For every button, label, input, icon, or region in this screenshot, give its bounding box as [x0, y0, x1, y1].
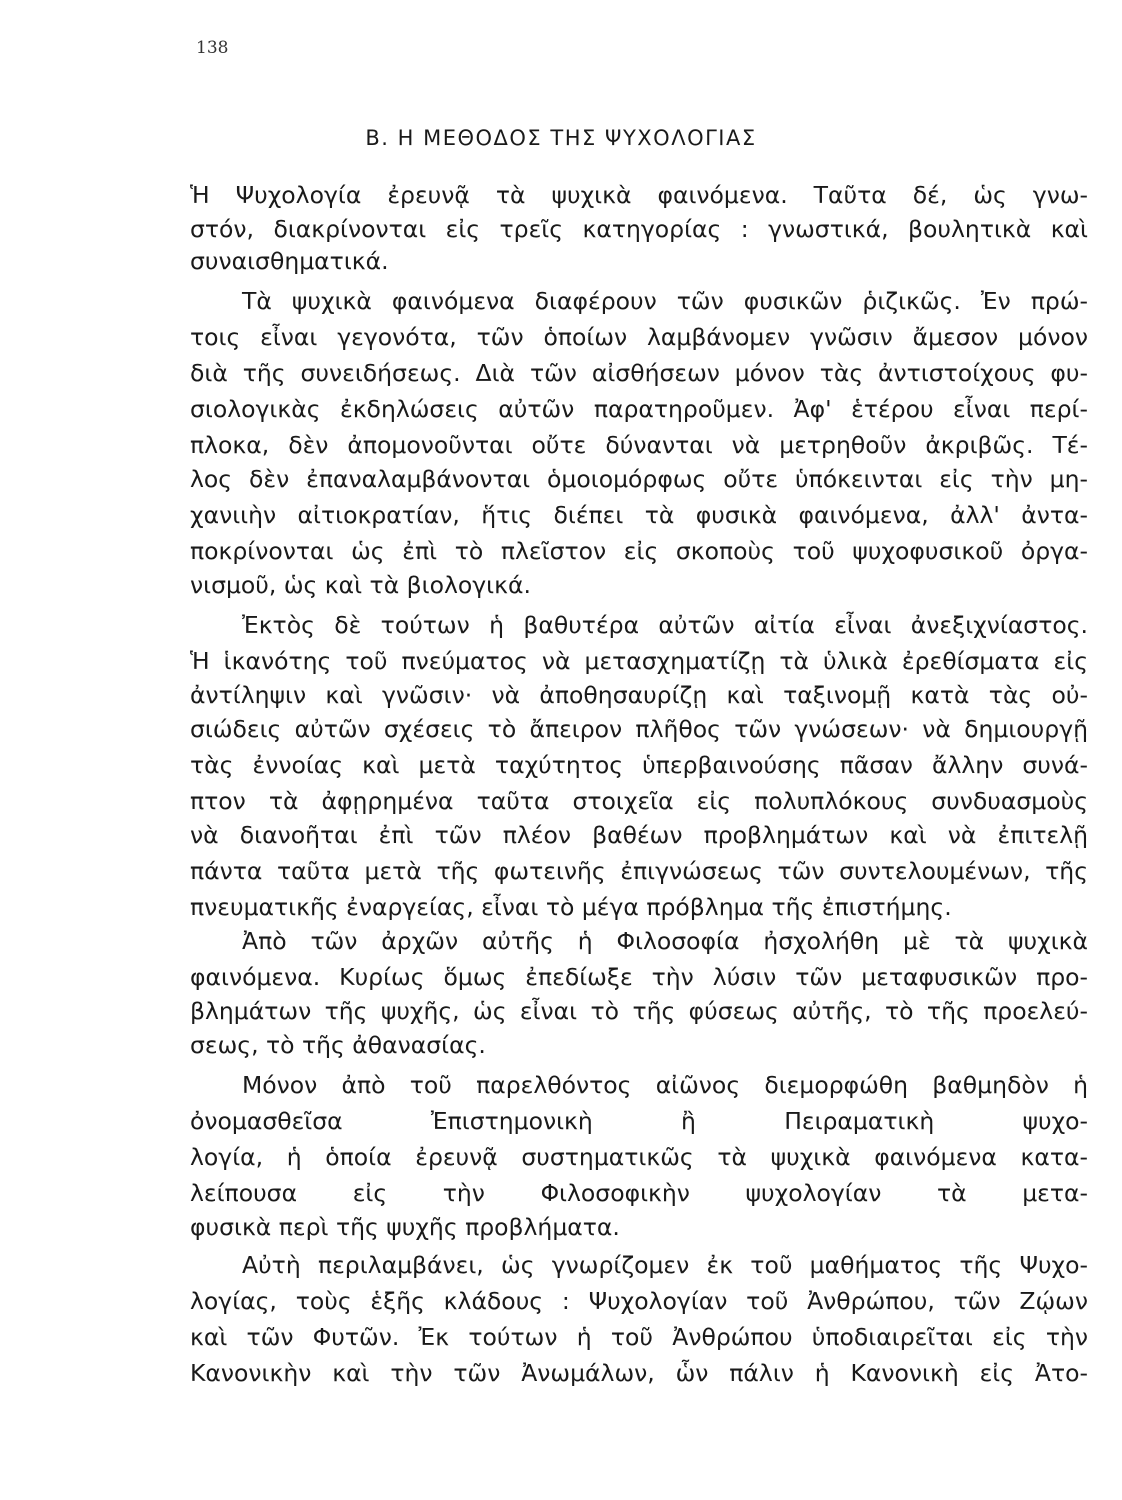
- text-line: βλημάτων τῆς ψυχῆς, ὡς εἶναι τὸ τῆς φύσεως αὐτῆς, τὸ τῆς προελεύ-: [190, 997, 1088, 1025]
- text-line: Κανονικὴν καὶ τὴν τῶν Ἀνωμάλων, ὧν πάλιν ἡ Κανονικὴ εἰς Ἀτο-: [190, 1359, 1088, 1387]
- text-line: ἀντίληψιν καὶ γνῶσιν· νὰ ἀποθησαυρίζῃ καὶ ταξινομῇ κατὰ τὰς οὐ-: [190, 681, 1088, 709]
- text-line: τὰς ἐννοίας καὶ μετὰ ταχύτητος ὑπερβαινούσης πᾶσαν ἄλλην συνά-: [190, 751, 1088, 779]
- text-line: λείπουσα εἰς τὴν Φιλοσοφικὴν ψυχολογίαν τὰ μετα-: [190, 1179, 1088, 1207]
- text-line: καὶ τῶν Φυτῶν. Ἐκ τούτων ἡ τοῦ Ἀνθρώπου ὑποδιαιρεῖται εἰς τὴν: [190, 1323, 1088, 1351]
- text-line: Τὰ ψυχικὰ φαινόμενα διαφέρουν τῶν φυσικῶν ῥιζικῶς. Ἐν πρώ-: [242, 287, 1088, 315]
- text-line: Ἐκτὸς δὲ τούτων ἡ βαθυτέρα αὐτῶν αἰτία εἶναι ἀνεξιχνίαστος.: [242, 611, 1088, 639]
- text-line: Ἡ Ψυχολογία ἐρευνᾷ τὰ ψυχικὰ φαινόμενα. Ταῦτα δέ, ὡς γνω-: [190, 181, 1088, 209]
- text-line: χανιιὴν αἰτιοκρατίαν, ἥτις διέπει τὰ φυσικὰ φαινόμενα, ἀλλ' ἀντα-: [190, 501, 1088, 529]
- text-line: συναισθηματικά.: [190, 247, 389, 275]
- text-line: τοις εἶναι γεγονότα, τῶν ὁποίων λαμβάνομεν γνῶσιν ἄμεσον μόνον: [190, 323, 1088, 351]
- text-line: νισμοῦ, ὡς καὶ τὰ βιολογικά.: [190, 571, 531, 599]
- text-line: πλοκα, δὲν ἀπομονοῦνται οὔτε δύνανται νὰ μετρηθοῦν ἀκριβῶς. Τέ-: [190, 431, 1088, 459]
- text-line: λογία, ἡ ὁποία ἐρευνᾷ συστηματικῶς τὰ ψυχικὰ φαινόμενα κατα-: [190, 1143, 1088, 1171]
- text-line: λογίας, τοὺς ἑξῆς κλάδους : Ψυχολογίαν τοῦ Ἀνθρώπου, τῶν Ζῴων: [190, 1287, 1088, 1315]
- text-line: πτον τὰ ἀφῃρημένα ταῦτα στοιχεῖα εἰς πολυπλόκους συνδυασμοὺς: [190, 787, 1088, 815]
- page-number: 138: [196, 38, 229, 58]
- text-line: φυσικὰ περὶ τῆς ψυχῆς προβλήματα.: [190, 1213, 620, 1241]
- text-line: ποκρίνονται ὡς ἐπὶ τὸ πλεῖστον εἰς σκοποὺς τοῦ ψυχοφυσικοῦ ὀργα-: [190, 537, 1088, 565]
- text-line: φαινόμενα. Κυρίως ὅμως ἐπεδίωξε τὴν λύσιν τῶν μεταφυσικῶν προ-: [190, 963, 1088, 991]
- text-line: σεως, τὸ τῆς ἀθανασίας.: [190, 1031, 486, 1059]
- text-line: πνευματικῆς ἐναργείας, εἶναι τὸ μέγα πρόβλημα τῆς ἐπιστήμης.: [190, 893, 952, 921]
- text-line: νὰ διανοῆται ἐπὶ τῶν πλέον βαθέων προβλημάτων καὶ νὰ ἐπιτελῇ: [190, 821, 1088, 849]
- text-line: Ἡ ἱκανότης τοῦ πνεύματος νὰ μετασχηματίζῃ τὰ ὑλικὰ ἐρεθίσματα εἰς: [190, 647, 1088, 675]
- text-line: ὀνομασθεῖσα Ἐπιστημονικὴ ἢ Πειραματικὴ ψυχο-: [190, 1107, 1088, 1135]
- text-line: σιολογικὰς ἐκδηλώσεις αὐτῶν παρατηροῦμεν. Ἀφ' ἑτέρου εἶναι περί-: [190, 395, 1088, 423]
- text-line: στόν, διακρίνονται εἰς τρεῖς κατηγορίας : γνωστικά, βουλητικὰ καὶ: [190, 215, 1088, 243]
- text-line: Μόνον ἀπὸ τοῦ παρελθόντος αἰῶνος διεμορφώθη βαθμηδὸν ἡ: [242, 1071, 1088, 1099]
- text-line: λος δὲν ἐπαναλαμβάνονται ὁμοιομόρφως οὔτε ὑπόκεινται εἰς τὴν μη-: [190, 465, 1088, 493]
- text-line: Αὐτὴ περιλαμβάνει, ὡς γνωρίζομεν ἐκ τοῦ μαθήματος τῆς Ψυχο-: [242, 1251, 1088, 1279]
- section-title: B. Η ΜΕΘΟΔΟΣ ΤΗΣ ΨΥΧΟΛΟΓΙΑΣ: [365, 126, 757, 150]
- text-line: πάντα ταῦτα μετὰ τῆς φωτεινῆς ἐπιγνώσεως τῶν συντελουμένων, τῆς: [190, 857, 1088, 885]
- text-line: διὰ τῆς συνειδήσεως. Διὰ τῶν αἰσθήσεων μόνον τὰς ἀντιστοίχους φυ-: [190, 359, 1088, 387]
- text-line: σιώδεις αὐτῶν σχέσεις τὸ ἄπειρον πλῆθος τῶν γνώσεων· νὰ δημιουργῇ: [190, 715, 1088, 743]
- text-line: Ἀπὸ τῶν ἀρχῶν αὐτῆς ἡ Φιλοσοφία ἠσχολήθη μὲ τὰ ψυχικὰ: [242, 927, 1088, 955]
